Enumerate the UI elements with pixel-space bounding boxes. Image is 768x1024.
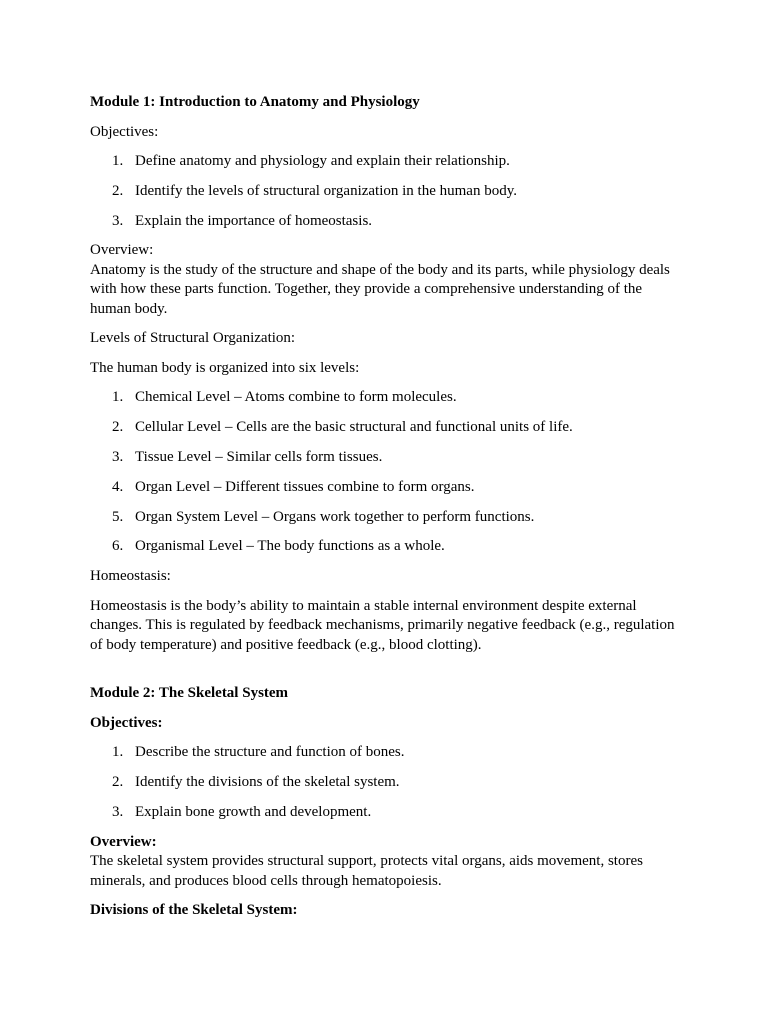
list-item-text: Cellular Level – Cells are the basic structural and functional units of life. [135, 419, 573, 436]
list-item-text: Explain the importance of homeostasis. [135, 212, 373, 229]
module-2-objectives-label: Objectives: [90, 714, 163, 731]
list-item-text: Define anatomy and physiology and explain their relationship. [135, 153, 510, 169]
document-body [90, 93, 686, 931]
module-1-homeostasis-label: Homeostasis: [90, 568, 171, 585]
module-1-overview-label: Overview: [90, 242, 154, 259]
list-item: 1. Describe the structure and function of bones. [112, 744, 405, 761]
module-2-overview-text: The skeletal system provides structural support, protects vital organs, aids movement, stores minerals, and produces blood cells through hematopoiesis. [90, 853, 643, 889]
section-spacer [90, 665, 686, 684]
module-1-levels-label: Levels of Structural Organization: [90, 330, 296, 347]
module-2-title: Module 2: The Skeletal System [90, 685, 289, 702]
module-1-objectives-list [90, 152, 686, 231]
list-item-text: Organ Level – Different tissues combine to form organs. [135, 478, 475, 495]
list-item: 3. Tissue Level – Similar cells form tissues. [112, 448, 383, 465]
list-item: 2. Identify the levels of structural organization in the human body. [112, 182, 517, 199]
module-2-divisions-label: Divisions of the Skeletal System: [90, 902, 298, 919]
list-item-text: Organismal Level – The body functions as a whole. [135, 538, 445, 555]
module-2-overview-label: Overview: [90, 833, 157, 850]
list-item: 3. Explain the importance of homeostasis. [112, 212, 373, 229]
list-item: 6. Organismal Level – The body functions as a whole. [112, 538, 445, 555]
list-item-text: Chemical Level – Atoms combine to form molecules. [135, 389, 457, 406]
list-item-text: Organ System Level – Organs work together to perform functions. [135, 508, 535, 525]
module-1-homeostasis-text: Homeostasis is the body’s ability to maintain a stable internal environment despite external changes. This is regulated by feedback mechanisms, primarily negative feedback (e.g., regulation of body temperature) and positive feedback (e.g., blood clotting). [90, 597, 675, 653]
list-item: 4. Organ Level – Different tissues combine to form organs. [112, 478, 475, 495]
list-item: 1. Define anatomy and physiology and explain their relationship. [112, 153, 510, 169]
list-item-text: Explain bone growth and development. [135, 803, 372, 820]
list-item-text: Identify the divisions of the skeletal system. [135, 773, 400, 790]
list-item: 2. Identify the divisions of the skeletal system. [112, 773, 400, 790]
module-2-objectives-list [90, 743, 686, 822]
list-item: 2. Cellular Level – Cells are the basic structural and functional units of life. [112, 419, 573, 436]
list-item: 3. Explain bone growth and development. [112, 803, 372, 820]
list-item-text: Identify the levels of structural organization in the human body. [135, 182, 517, 199]
list-item-text: Tissue Level – Similar cells form tissues. [135, 448, 383, 465]
list-item-text: Describe the structure and function of bones. [135, 744, 405, 761]
module-1-overview-text: Anatomy is the study of the structure and shape of the body and its parts, while physiology deals with how these parts function. Together, they provide a comprehensive understanding of the human body. [90, 261, 670, 317]
module-1-levels-list [90, 388, 686, 556]
list-item: 1. Chemical Level – Atoms combine to form molecules. [112, 389, 457, 406]
module-1-levels-intro: The human body is organized into six levels: [90, 359, 360, 376]
module-1-objectives-label: Objectives: [90, 123, 159, 140]
list-item: 5. Organ System Level – Organs work together to perform functions. [112, 508, 535, 525]
module-1-title: Module 1: Introduction to Anatomy and Physiology [90, 94, 420, 110]
